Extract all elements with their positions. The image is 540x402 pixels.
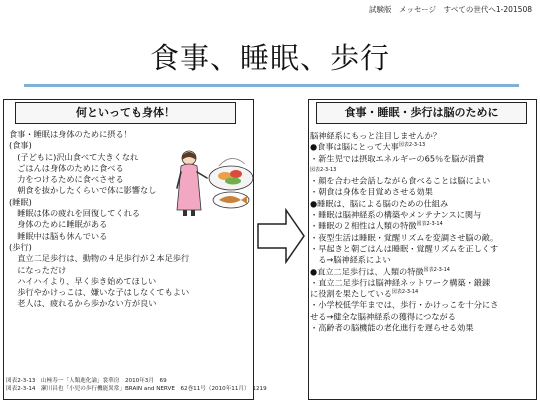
right-line: ・小学校低学年までは、歩行・かけっこを十分にさ bbox=[310, 300, 499, 311]
left-line: 食事・睡眠は身体のために摂る！ bbox=[9, 129, 132, 139]
reference-line: 図表2-3-14 瀬川昌也「小児の歩行機能異常」BRAIN and NERVE 62巻11号（2010年11月） 1219 bbox=[6, 386, 267, 392]
left-line: (歩行) bbox=[9, 241, 32, 252]
reference-line: 図表2-3-13 山極寿一「人類進化論」裳華房 2010年3月 69 bbox=[6, 378, 167, 384]
right-line: ●睡眠は、脳による脳のための仕組み bbox=[310, 198, 449, 209]
right-line: ・夜型生活は睡眠・覚醒リズムを変調させ脳の敵。 bbox=[310, 232, 499, 243]
left-line: 睡眠は体の疲れを回復してくれる bbox=[9, 208, 141, 219]
page-title: 食事、睡眠、歩行 bbox=[149, 41, 390, 75]
left-line: 歩行やかけっこは、嫌いな子はしなくてもよい bbox=[9, 287, 190, 298]
left-line: 直立二足歩行は、動物の４足歩行が２本足歩行 bbox=[9, 253, 190, 264]
right-line: せる→健全な脳神経系の獲得につながる bbox=[310, 311, 456, 322]
right-line: に役割を果たしている$^{図表2-3-14}$ bbox=[310, 288, 419, 299]
right-line: ●食事は脳にとって大事$^{図表2-3-13}$ bbox=[310, 142, 426, 153]
woman-with-food-illustration bbox=[175, 148, 255, 218]
right-heading: 食事・睡眠・歩行は脳のために bbox=[316, 102, 527, 124]
left-line: になっただけ bbox=[9, 264, 67, 275]
title-divider bbox=[24, 84, 519, 87]
left-line: (子どもに)沢山食べて大きくなれ bbox=[9, 151, 139, 162]
header-note: 試験版 メッセージ すべての世代へ1-201508 bbox=[368, 5, 532, 14]
right-line: ・新生児では摂取エネルギーの65％を脳が消費 bbox=[310, 153, 485, 164]
right-line: 脳神経系にもっと注目しませんか？ bbox=[310, 130, 442, 141]
right-line: ・顔を合わせ会話しながら食べることは脳によい bbox=[310, 175, 491, 186]
right-line: ・早起きと朝ごはんは睡眠・覚醒リズムを正しくす bbox=[310, 243, 499, 254]
left-line: ごはんは身体のために食べる bbox=[9, 162, 124, 173]
left-line: ハイハイより、早く歩き始めてほしい bbox=[9, 275, 157, 286]
right-line: ・直立二足歩行は脳神経ネットワーク構築・鍛錬 bbox=[310, 277, 491, 288]
right-arrow-icon bbox=[256, 206, 306, 266]
left-line: 力をつけるために食べさせる bbox=[9, 174, 124, 185]
left-line: (睡眠) bbox=[9, 196, 32, 207]
left-line: 老人は、疲れるから歩かない方が良い bbox=[9, 298, 157, 309]
left-text-lines bbox=[9, 129, 189, 310]
right-line: ・朝食は身体を目覚めさせる効果 bbox=[310, 187, 433, 198]
left-line: 朝食を抜かしたくらいで体に影響なし bbox=[9, 185, 157, 196]
right-line: る→脳神経系によい bbox=[310, 255, 391, 265]
right-line: ・睡眠は脳神経系の構築やメンテナンスに関与 bbox=[310, 209, 482, 220]
right-line: ・睡眠の２相性は人類の特徴$^{図表2-3-14}$ bbox=[310, 221, 443, 232]
left-line: 睡眠中は脳も休んでいる bbox=[9, 230, 108, 241]
right-line: ●直立二足歩行は、人類の特徴$^{図表2-3-14}$ bbox=[310, 266, 450, 277]
left-line: 身体のために睡眠がある bbox=[9, 219, 108, 230]
left-heading: 何といっても身体！ bbox=[15, 102, 236, 124]
right-line: 図表2-3-13 bbox=[310, 166, 337, 173]
left-line: (食事) bbox=[9, 140, 32, 151]
right-text-lines bbox=[310, 129, 498, 332]
right-line: ・高齢者の脳機能の老化進行を遅らせる効果 bbox=[310, 322, 474, 333]
references bbox=[6, 377, 267, 393]
